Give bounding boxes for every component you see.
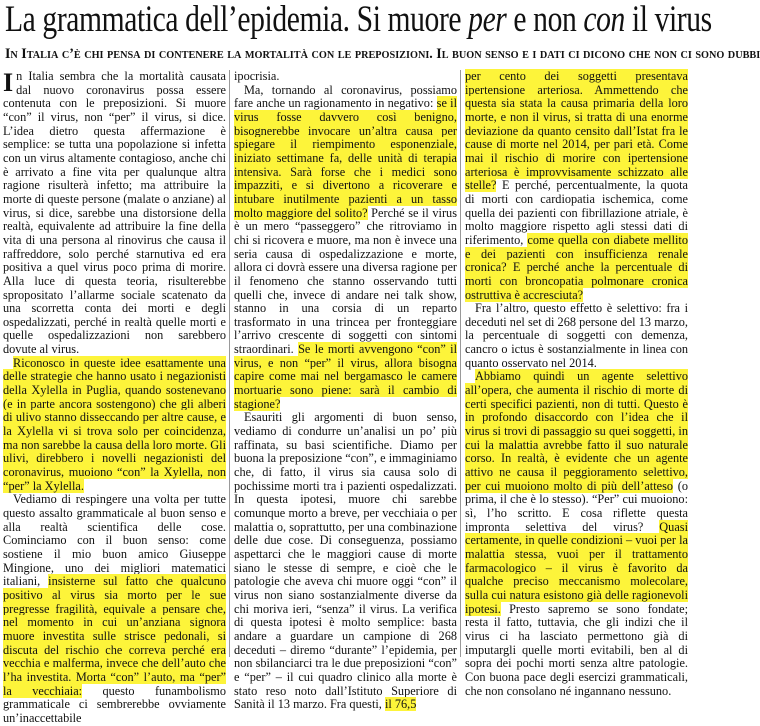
paragraph: per cento dei soggetti presentava ipertensione arteriosa. Ammettendo che questa sia stata la causa primaria della loro morte, e non il virus, si tratta di una enorme deviazione da quanto censito dall’Istat fra le cause di morte nel 2014, per pari età. Come mai il rischio di morire con ipertensione arteriosa è improvvisamente schizzato alle stelle? E perché, percentualmente, la quota di morti con cardiopatia ischemica, come quella dei pazienti con fibrillazione atriale, è molto maggiore rispetto agli stessi dati di riferimento, come quella con diabete mellito e dei pazienti con insufficienza renale cronica? E perché anche la percentuale di morti con broncopatia polmonare cronica ostruttiva è accresciuta? [465,69,688,302]
article-subheadline: In Italia c’è chi pensa di contenere la mortalità con le preposizioni. Il buon senso e i dati ci dicono che non ci sono dubbi [5,46,760,62]
article-headline: La grammatica dell’epidemia. Si muore per e non con il virus [5,0,712,40]
highlighted-text: il 76,5 [384,697,417,712]
highlighted-text: Riconosco in queste idee esattamente una delle strategie che hanno usato i negazionisti della Xylella in Puglia, quando sostenevano (e in parte ancora sostengono) che gli alberi di ulivo stanno disseccando per altre cause, e la Xylella vi si trova solo per coincidenza, ma non sarebbe la causa della loro morte. Gli ulivi, direbbero i novelli negazionisti del coronavirus, muoiono “con” la Xylella, non “per” la Xylella. [3,355,226,493]
article-column-3 [465,69,688,698]
headline-con: con [583,0,625,40]
paragraph: Abbiamo quindi un agente selettivo all’opera, che aumenta il rischio di morte di certi specifici pazienti, non di tutti. Questo è in profondo disaccordo con l’idea che il virus si trovi di passaggio su quei soggetti, in cui la malattia avrebbe fatto il suo naturale corso. In realtà, è evidente che un agente attivo ne causa il peggioramento selettivo, per cui muoiono molto di più dell’atteso (o prima, il che è lo stesso). “Per” cui muoiono: sì, l’ho scritto. E cosa riflette questa impronta selettiva del virus? Quasi certamente, in quelle condizioni – vuoi per la malattia stessa, vuoi per il trattamento farmacologico – il virus è favorito da qualche preciso meccanismo molecolare, sulla cui natura esistono già delle ragionevoli ipotesi. Presto sapremo se sono fondate; resta il fatto, tuttavia, che gli indizi che il virus ci ha lasciato permettono già di imputargli quelle morti evitabili, ben al di sopra dei pochi morti senza altre patologie. Con buona pace degli esercizi grammaticali, che non consolano né ingannano nessuno. [465,369,688,698]
highlighted-text: insisterne sul fatto che qualcuno positivo al virus sia morto per le sue pregresse fragilità, equivale a pensare che, nel momento in cui un’anziana signora muore investita sulle strisce pedonali, si discuta del rischio che correva perché era vecchia e malferma, invece che dell’auto che l’ha investita. Morta “con” l’auto, ma “per” la vecchiaia: [3,574,227,698]
drop-cap: I [3,68,14,97]
paragraph: Fra l’altro, questo effetto è selettivo: fra i deceduti nel set di 268 persone del 13 marzo, la percentuale di soggetti con demenza, cancro o ictus è sostanzialmente in linea con quanto osservato nel 2014. [465,301,688,370]
paragraph: Vediamo di respingere una volta per tutte questo assalto grammaticale al buon senso e alla realtà scientifica delle cose. Cominciamo con il buon senso: come sostiene il mio buon amico Giuseppe Mingione, uno dei migliori matematici italiani, insisterne sul fatto che qualcuno positivo al virus sia morto per le sue pregresse fragilità, equivale a pensare che, nel momento in cui un’anziana signora muore investita sulle strisce pedonali, si discuta del rischio che correva perché era vecchia e malferma, invece che dell’auto che l’ha investita. Morta “con” l’auto, ma “per” la vecchiaia: questo funambolismo grammaticale ci sembrerebbe ovviamente un’inaccettabile [3,492,227,725]
highlighted-text: se il virus fosse davvero così benigno, bisognerebbe invocare un’altra causa per spiegare il riempimento esponenziale, iniziato settimane fa, delle unità di terapia intensiva. Sarà forse che i medici sono impazziti, e si divertono a ricoverare e intubare inutilmente pazienti a un tasso molto maggiore del solito? [234,96,458,220]
article-column-1 [3,68,227,725]
highlighted-text: come quella con diabete mellito e dei pazienti con insufficienza renale cronica? E perché anche la percentuale di morti con broncopatia polmonare cronica ostruttiva è accresciuta? [465,232,688,302]
paragraph: Esauriti gli argomenti di buon senso, vediamo di condurre un’analisi un po’ più raffinata, su basi scientifiche. Diamo per buona la preposizione “con”, e immaginiamo che, di fatto, il virus sia causa solo di pochissime morti tra i pazienti ospedalizzati. In questa ipotesi, muore chi sarebbe comunque morto a breve, per vecchiaia o per malattia o, soprattutto, per una combinazione delle due cose. Di conseguenza, possiamo aspettarci che le maggiori cause di morte siano le stesse di sempre, e cioè che le patologie che aveva chi muore oggi “con” il virus non siano sostanzialmente diverse da chi moriva ieri, “senza” il virus. La verifica di questa ipotesi è molto semplice: basta andare a guardare un campione di 268 deceduti – diremo “durante” l’epidemia, per non sbilanciarci tra le due preposizioni “con” e “per” – il cui quadro clinico alla morte è stato reso noto dall’Istituto Superiore di Sanità il 13 marzo. Fra questi, il 76,5 [234,410,457,712]
highlighted-text: Se le morti avvengono “con” il virus, e non “per” il virus, allora bisogna capire come mai nel bergamasco le camere mortuarie sono piene: sarà il cambio di stagione? [234,342,457,411]
column-divider [229,70,230,657]
column-divider [460,70,461,657]
paragraph: In Italia sembra che la mortalità causata dal nuovo coronavirus possa essere contenuta con le preposizioni. Si muore “con” il virus, non “per” il virus, si dice. L’idea dietro questa affermazione è semplice: se tutta una popolazione si infetta con un virus altamente contagioso, anche chi è arrivato a fine vita per qualunque altra ragione risulterà infetto; ma attribuire la morte di queste persone (malate o anziane) al virus, si dice, sarebbe una distorsione della realtà, equivalente ad attribuire la fine della vita di una persona al rinovirus che causa il raffreddore, solo perché starnutiva ed era positiva a quel virus poco prima di morire. Alla luce di questa teoria, risulterebbe spropositato l’allarme sociale scatenato da una scorretta conta dei morti e degli ospedalizzati, perché in realtà quelle morti e quelle ospedalizzazioni non sarebbero dovute al virus. [3,68,226,357]
paragraph: ipocrisia. [234,69,280,83]
highlighted-text: Quasi certamente, in quelle condizioni – vuoi per la malattia stessa, vuoi per il trattamento farmacologico – il virus è favorito da qualche preciso meccanismo molecolare, sulla cui natura esistono già delle ragionevoli ipotesi. [465,519,688,616]
article-column-2 [234,69,458,712]
highlighted-text: Abbiamo quindi un agente selettivo all’opera, che aumenta il rischio di morte di certi specifici pazienti, non di tutti. Questo è in profondo disaccordo con l’idea che il virus si trovi di passaggio su quei soggetti, in cui la malattia avrebbe fatto il suo naturale corso. In realtà, è evidente che un agente attivo ne causa il peggioramento selettivo, per cui muoiono molto di più dell’atteso [465,369,688,493]
highlighted-text: per cento dei soggetti presentava ipertensione arteriosa. Ammettendo che questa sia stata la causa primaria della loro morte, e non il virus, si tratta di una enorme deviazione da quanto censito dall’Istat fra le cause di morte nel 2014, per pari età. Come mai il rischio di morire con ipertensione arteriosa è improvvisamente schizzato alle stelle? [465,69,688,193]
headline-per: per [468,0,507,40]
paragraph [3,357,226,494]
paragraph: Ma, tornando al coronavirus, possiamo fare anche un ragionamento in negativo: se il virus fosse davvero così benigno, bisognerebbe invocare un’altra causa per spiegare il riempimento esponenziale, iniziato settimane fa, delle unità di terapia intensiva. Sarà forse che i medici sono impazziti, e si divertono a ricoverare e intubare inutilmente pazienti a un tasso molto maggiore del solito? Perché se il virus è un mero “passeggero” che ritroviamo in chi si ricovera e muore, ma non è invece una seria causa di ospedalizzazione e morte, allora ci dovrà essere una diversa ragione per il fenomeno che stanno osservando tutti quelli che, invece di andare nei talk show, stanno in una corsia di un reparto trasformato in una trincea per fronteggiare l’arrivo crescente di soggetti con sintomi straordinari. Se le morti avvengono “con” il virus, e non “per” il virus, allora bisogna capire come mai nel bergamasco le camere mortuarie sono piene: sarà il cambio di stagione? [234,82,458,411]
